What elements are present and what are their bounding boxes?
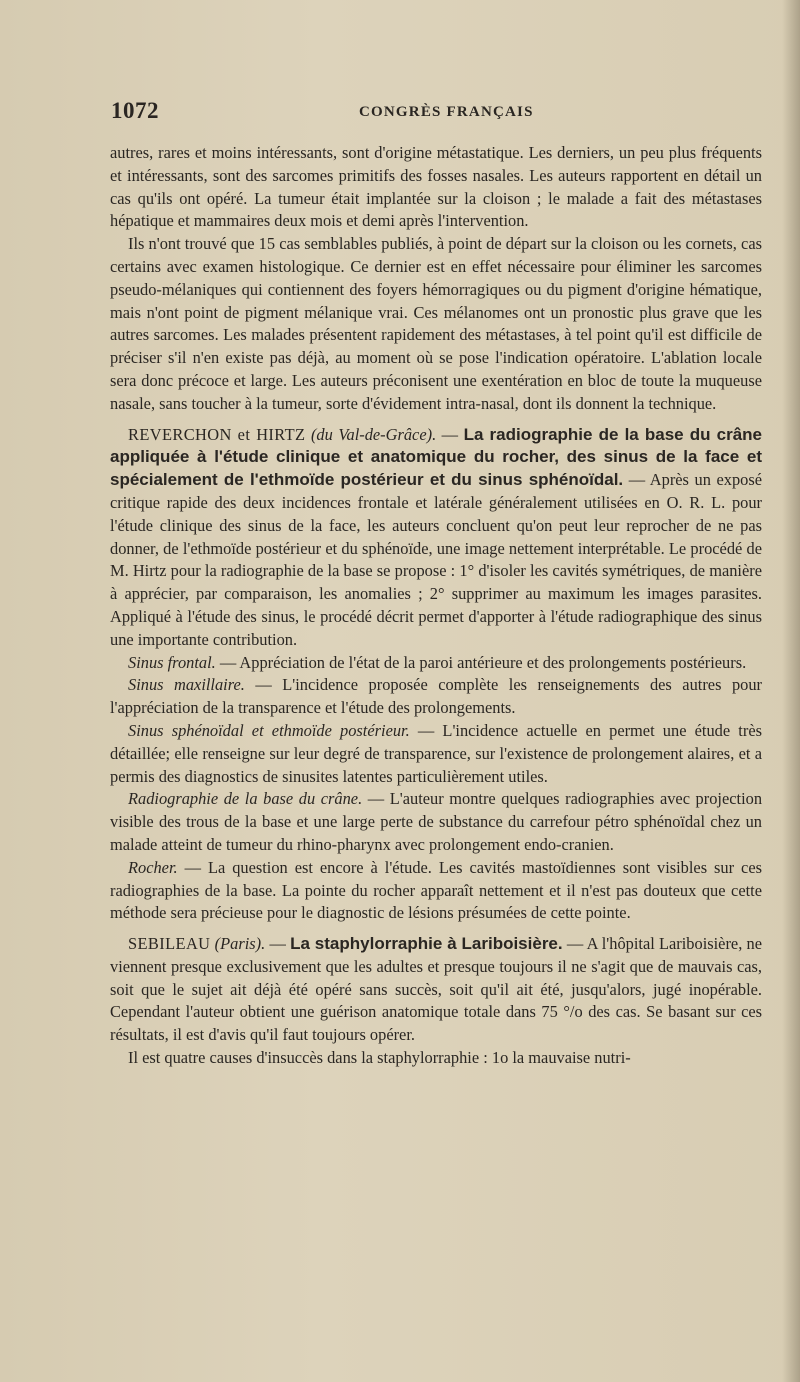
subsection-heading: Rocher. [128, 857, 178, 877]
abstract-body: — A l'hôpital Lariboisière, ne viennent presque exclusivement que les adultes et presque toujours il ne s'agit que de mauvais cas, soit que le sujet ait déjà été opéré sans succès, soit qu'il ait été, jusqu'alors, jugé inopérable. Cependant l'auteur obtient une guérison anatomique totale dans 75 °/o des cas. Se basant sur ces résultats, il est d'avis qu'il faut toujours opérer. [110, 934, 762, 1045]
paragraph-text: Il est quatre causes d'insuccès dans la staphylorraphie : 1o la mauvaise nutri- [128, 1048, 631, 1068]
subsection-heading: Radiographie de la base du crâne. [128, 789, 363, 809]
abstract-body: — Après un exposé critique rapide des deux incidences frontale et latérale généralement utilisées en O. R. L. pour l'étude clinique des sinus de la face, les auteurs concluent qu'on peut leur reprocher de ne pas donner, de l'ethmoïde postérieur et du sphénoïde, une image nettement interprétable. Le procédé de M. Hirtz pour la radiographie de la base se propose : 1° d'isoler les cavités symétriques, de manière à apprécier, par comparaison, les anomalies ; 2° supprimer au maximum les images parasites. Appliqué à l'étude des sinus, le procédé décrit permet d'apporter à l'étude radiographique des sinus une importante contribution. [110, 470, 762, 649]
abstract-sebileau [110, 933, 762, 1047]
page-number: 1072 [111, 98, 159, 123]
subsection-sinus-maxillaire [110, 674, 762, 720]
paragraph [110, 233, 762, 415]
subsection-body: — L'incidence proposée complète les renseignements des autres pour l'appréciation de la transparence et l'étude des prolongements. [110, 675, 762, 718]
abstract-affiliation: (du Val-de-Grâce). [310, 424, 437, 444]
subsection-base-du-crane [110, 788, 762, 856]
subsection-body: — La question est encore à l'étude. Les cavités mastoïdiennes sont visibles sur ces radiographies de la base. La pointe du rocher apparaît nettement et il n'est pas douteux que cette méthode sera précieuse pour le diagnostic de lésions présumées de cette pointe. [110, 857, 762, 923]
paragraph [110, 1047, 762, 1070]
abstract-reverchon-hirtz [110, 424, 762, 652]
subsection-body: — L'auteur montre quelques radiographies avec projection visible des trous de la base et une large perte de substance du carrefour pétro sphénoïdal chez un malade atteint de tumeur du rhino-pharynx avec prolongement endo-cranien. [110, 789, 763, 854]
subsection-heading: Sinus frontal. [128, 652, 216, 672]
abstract-title: La staphylorraphie à Lariboisière. [290, 934, 563, 954]
abstract-dash: — [436, 424, 464, 444]
subsection-body: — L'incidence actuelle en permet une étude très détaillée; elle renseigne sur leur degré de transparence, sur l'existence de prolongement alaires, et a permis des diagnostics de sinusites latentes particulièrement utiles. [110, 720, 762, 786]
subsection-rocher [110, 857, 762, 925]
paragraph-text: autres, rares et moins intéressants, sont d'origine métastatique. Les derniers, un peu plus fréquents et intéressants, sont des sarcomes primitifs des fosses nasales. Les auteurs rapportent en détail un cas qu'ils ont opéré. La tumeur était implantée sur la cloison ; le malade a fait des métastases hépatique et mammaires deux mois et demi après l'intervention. [110, 143, 762, 231]
abstract-authors: SEBILEAU [128, 934, 211, 954]
paragraph-text: Ils n'ont trouvé que 15 cas semblables publiés, à point de départ sur la cloison ou les cornets, cas certains avec examen histologique. Ce dernier est en effet nécessaire pour éliminer les sarcomes pseudo-mélaniques qui contiennent des foyers hémorragiques ou du pigment d'origine hématique, mais n'ont point de pigment mélanique vrai. Ces mélanomes ont un pronostic plus grave que les autres sarcomes. Les malades présentent rapidement des métastases, à tel point qu'il est difficile de préciser s'il n'en existe pas déjà, au moment où se pose l'indication opératoire. L'ablation locale sera donc précoce et large. Les auteurs préconisent une exentération en bloc de toute la muqueuse nasale, sans toucher à la tumeur, sorte d'évidement intra-nasal, dont ils donnent la technique. [110, 234, 762, 413]
page-header [111, 98, 761, 128]
subsection-body: — Appréciation de l'état de la paroi antérieure et des prolongements postérieurs. [215, 652, 747, 672]
page-edge-shadow [782, 0, 800, 1382]
paragraph-continuation [110, 142, 762, 233]
subsection-heading: Sinus sphénoïdal et ethmoïde postérieur. [128, 720, 410, 740]
abstract-dash: — [265, 934, 291, 954]
abstract-authors: REVERCHON et HIRTZ [128, 424, 306, 444]
subsection-sinus-sphenoidal [110, 720, 762, 788]
running-head: CONGRÈS FRANÇAIS [359, 104, 534, 120]
body-text [110, 142, 762, 1070]
subsection-heading: Sinus maxillaire. [128, 675, 245, 695]
abstract-title: La radiographie de la base du crâne appliquée à l'étude clinique et anatomique du rocher, des sinus de la face et spécialement de l'ethmoïde postérieur et du sinus sphénoïdal. [110, 424, 762, 490]
subsection-sinus-frontal [110, 652, 762, 675]
abstract-affiliation: (Paris). [214, 934, 266, 954]
